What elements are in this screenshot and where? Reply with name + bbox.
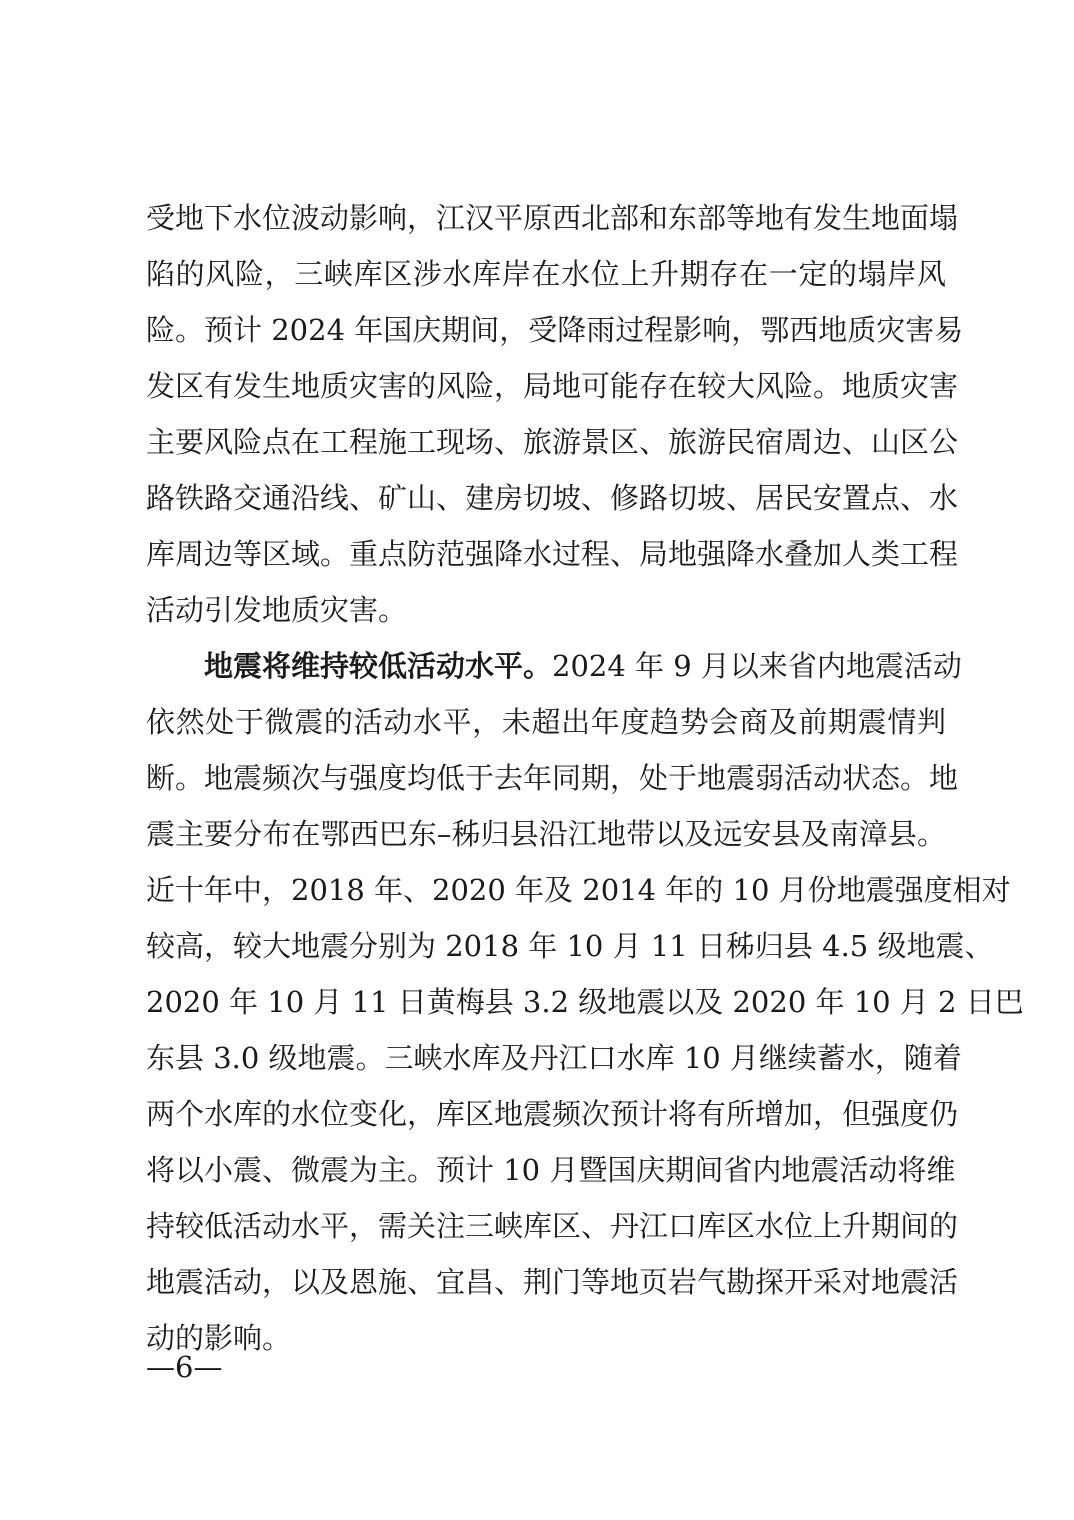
paragraph-first-line (146, 638, 962, 694)
paragraph-line: 发区有发生地质灾害的风险，局地可能存在较大风险。地质灾害 (146, 369, 959, 403)
paragraph-line: 震主要分布在鄂西巴东–秭归县沿江地带以及远安县及南漳县。 (146, 817, 946, 851)
paragraph-line: 险。预计 2024 年国庆期间，受降雨过程影响，鄂西地质灾害易 (146, 313, 964, 347)
paragraph-line: 将以小震、微震为主。预计 10 月暨国庆期间省内地震活动将维 (146, 1153, 956, 1187)
paragraph-line: 持较低活动水平，需关注三峡库区、丹江口库区水位上升期间的 (146, 1209, 959, 1243)
paragraph-line: 东县 3.0 级地震。三峡水库及丹江口水库 10 月继续蓄水，随着 (146, 1041, 962, 1075)
paragraph-line: 主要风险点在工程施工现场、旅游景区、旅游民宿周边、山区公 (146, 425, 959, 459)
paragraph-line: 地震活动，以及恩施、宜昌、荆门等地页岩气勘探开采对地震活 (146, 1265, 959, 1299)
paragraph-line: 较高，较大地震分别为 2018 年 10 月 11 日秭归县 4.5 级地震、 (146, 929, 994, 963)
paragraph-line: 断。地震频次与强度均低于去年同期，处于地震弱活动状态。地 (146, 761, 959, 795)
paragraph-line: 2020 年 10 月 11 日黄梅县 3.2 级地震以及 2020 年 10 月 2 日巴 (146, 985, 1024, 1019)
paragraph-line: 近十年中，2018 年、2020 年及 2014 年的 10 月份地震强度相对 (146, 873, 1011, 907)
paragraph-line: 陷的风险，三峡库区涉水库岸在水位上升期存在一定的塌岸风 (146, 257, 946, 291)
paragraph-line: 路铁路交通沿线、矿山、建房切坡、修路切坡、居民安置点、水 (146, 481, 959, 515)
paragraph-line: 动的影响。 (146, 1321, 292, 1355)
page-number: —6— (146, 1350, 223, 1384)
body-text (146, 190, 1024, 1366)
paragraph-line: 受地下水位波动影响，江汉平原西北部和东部等地有发生地面塌 (146, 201, 959, 235)
paragraph-line: 两个水库的水位变化，库区地震频次预计将有所增加，但强度仍 (146, 1097, 959, 1131)
paragraph-line: 活动引发地质灾害。 (146, 593, 408, 627)
paragraph-line: 库周边等区域。重点防范强降水过程、局地强降水叠加人类工程 (146, 537, 959, 571)
paragraph-lead-heading: 地震将维持较低活动水平。 (204, 649, 553, 683)
paragraph-line: 依然处于微震的活动水平，未超出年度趋势会商及前期震情判 (146, 705, 946, 739)
paragraph-lead-rest: 2024 年 9 月以来省内地震活动 (552, 649, 962, 683)
